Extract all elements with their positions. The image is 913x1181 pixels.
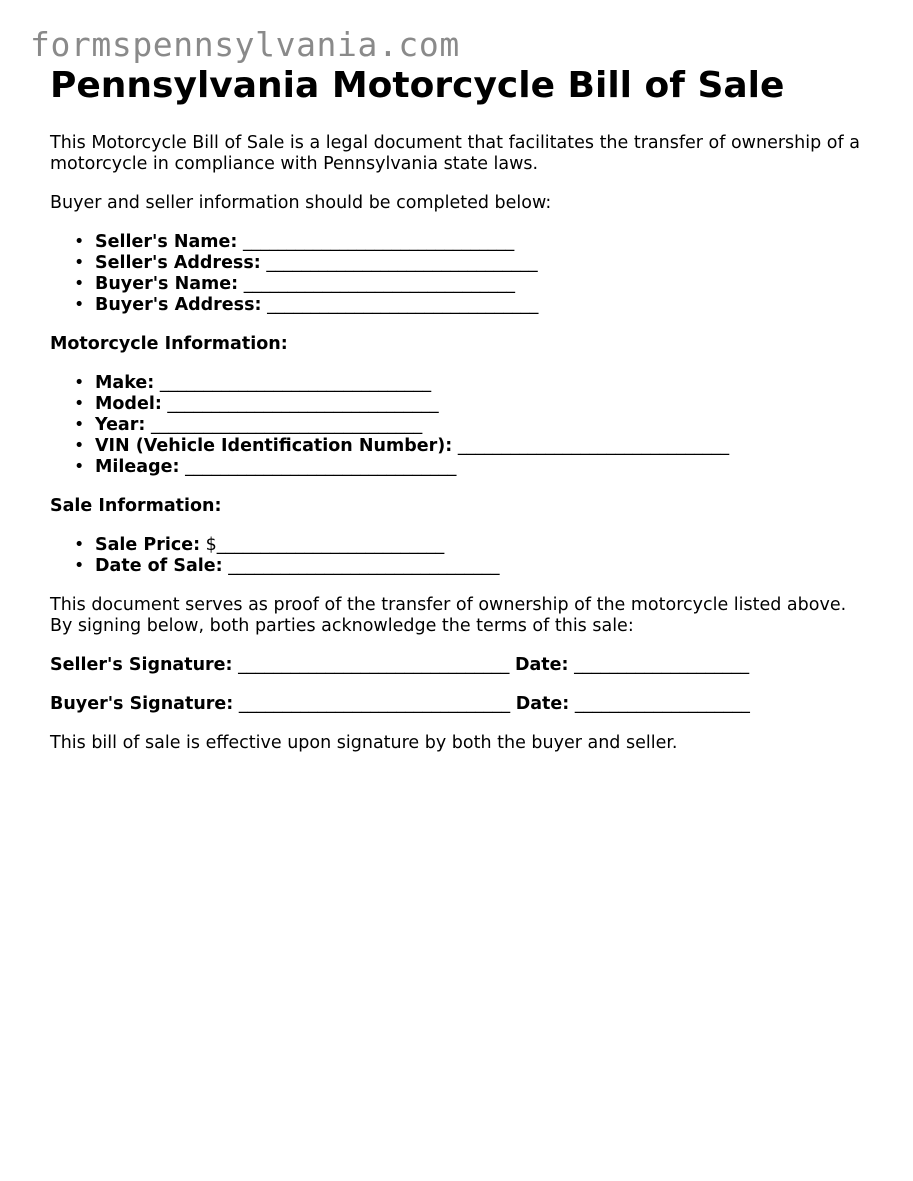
field-label: Seller's Name: bbox=[95, 232, 238, 252]
seller-signature-label: Seller's Signature: bbox=[50, 655, 233, 675]
seller-address-field bbox=[95, 253, 870, 274]
seller-date-label: Date: bbox=[514, 655, 569, 675]
buyer-signature-line[interactable]: _______________________________ bbox=[238, 694, 511, 714]
blank-line[interactable]: _______________________________ bbox=[185, 457, 457, 477]
sale-list bbox=[50, 535, 870, 577]
buyer-signature-row bbox=[50, 694, 870, 715]
field-label: Buyer's Address: bbox=[95, 295, 262, 315]
effective-paragraph: This bill of sale is effective upon signature by both the buyer and seller. bbox=[50, 733, 678, 753]
year-field bbox=[95, 415, 870, 436]
buyer-signature-label: Buyer's Signature: bbox=[50, 694, 234, 714]
parties-list bbox=[50, 232, 870, 316]
motorcycle-list bbox=[50, 373, 870, 478]
seller-signature-row bbox=[50, 655, 870, 676]
buyer-address-field bbox=[95, 295, 870, 316]
field-label: VIN (Vehicle Identification Number): bbox=[95, 436, 453, 456]
document bbox=[50, 64, 870, 754]
field-label: Buyer's Name: bbox=[95, 274, 239, 294]
buyer-name-field bbox=[95, 274, 870, 295]
blank-line[interactable]: _______________________________ bbox=[150, 415, 423, 435]
field-label: Make: bbox=[95, 373, 155, 393]
page-title: Pennsylvania Motorcycle Bill of Sale bbox=[50, 65, 785, 106]
field-label: Model: bbox=[95, 394, 162, 414]
proof-paragraph: This document serves as proof of the transfer of ownership of the motorcycle listed above. By signing below, both parties acknowledge the terms of this sale: bbox=[50, 595, 847, 636]
blank-line[interactable]: _______________________________ bbox=[243, 274, 515, 294]
blank-line[interactable]: _______________________________ bbox=[266, 253, 538, 273]
model-field bbox=[95, 394, 870, 415]
motorcycle-heading: Motorcycle Information: bbox=[50, 334, 288, 354]
blank-line[interactable]: _______________________________ bbox=[457, 436, 730, 456]
seller-name-field bbox=[95, 232, 870, 253]
field-label: Seller's Address: bbox=[95, 253, 261, 273]
sale-heading: Sale Information: bbox=[50, 496, 222, 516]
blank-line[interactable]: _______________________________ bbox=[167, 394, 439, 414]
field-label: Sale Price: bbox=[95, 535, 201, 555]
mileage-field bbox=[95, 457, 870, 478]
buyer-date-line[interactable]: ____________________ bbox=[574, 694, 750, 714]
blank-line[interactable]: _______________________________ bbox=[159, 373, 432, 393]
make-field bbox=[95, 373, 870, 394]
seller-signature-line[interactable]: _______________________________ bbox=[238, 655, 510, 675]
blank-line[interactable]: _______________________________ bbox=[228, 556, 500, 576]
watermark: formspennsylvania.com bbox=[30, 25, 460, 64]
vin-field bbox=[95, 436, 870, 457]
sale-price-field bbox=[95, 535, 870, 556]
blank-line[interactable]: _______________________________ bbox=[267, 295, 539, 315]
buyer-date-label: Date: bbox=[515, 694, 570, 714]
field-label: Date of Sale: bbox=[95, 556, 223, 576]
blank-line[interactable]: $__________________________ bbox=[205, 535, 445, 555]
field-label: Mileage: bbox=[95, 457, 180, 477]
seller-date-line[interactable]: ____________________ bbox=[574, 655, 750, 675]
parties-note: Buyer and seller information should be completed below: bbox=[50, 193, 552, 213]
blank-line[interactable]: _______________________________ bbox=[242, 232, 515, 252]
date-of-sale-field bbox=[95, 556, 870, 577]
intro-paragraph: This Motorcycle Bill of Sale is a legal document that facilitates the transfer of ownership of a motorcycle in compliance with Pennsylvania state laws. bbox=[50, 133, 860, 174]
field-label: Year: bbox=[95, 415, 146, 435]
